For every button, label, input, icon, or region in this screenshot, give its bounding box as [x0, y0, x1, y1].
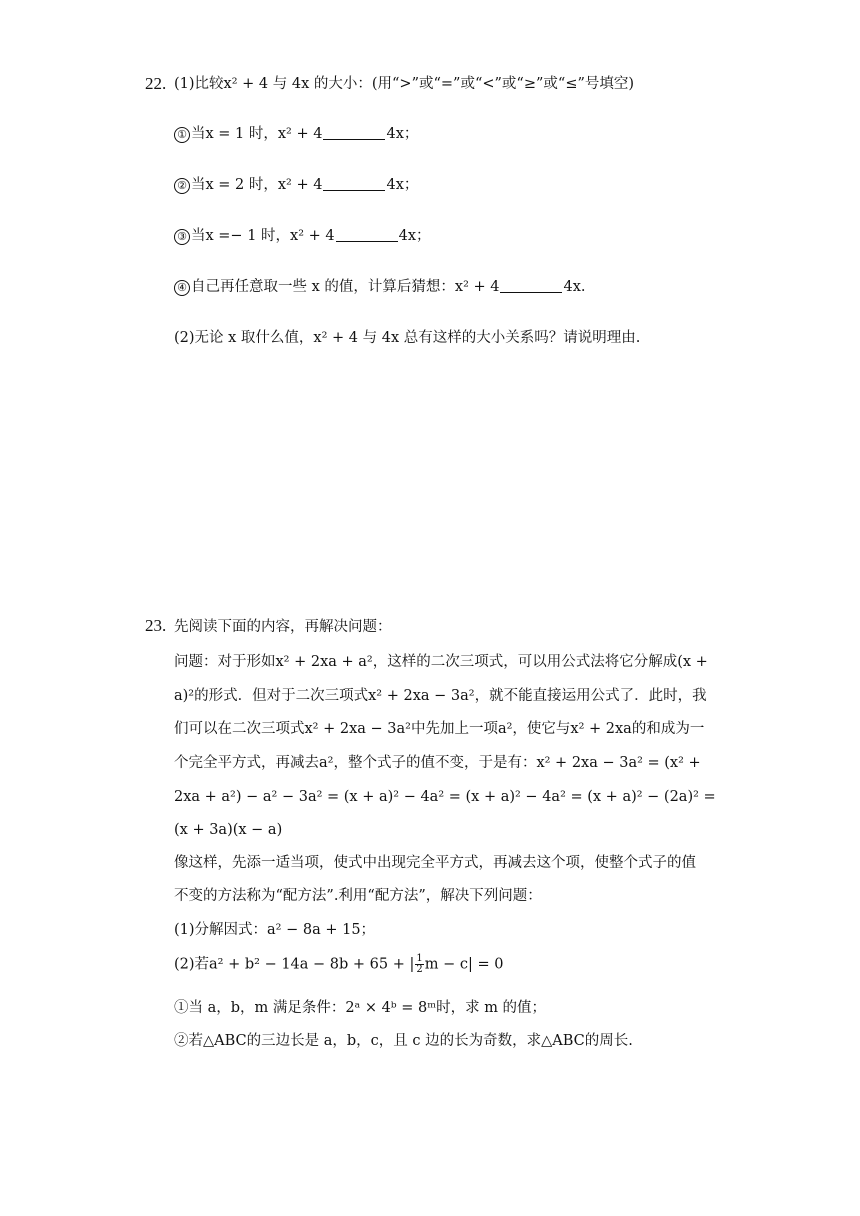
fraction-denominator: 2	[416, 964, 423, 975]
item-2-label: ②	[174, 178, 190, 194]
q23-part-1: (1)分解因式：a² − 8a + 15；	[174, 922, 376, 938]
item-3-tail: 4x；	[398, 228, 431, 244]
q23-sub-1: ①当 a，b，m 满足条件：2ᵃ × 4ᵇ = 8ᵐ时，求 m 的值；	[174, 1000, 547, 1016]
item-3-text: 当x =− 1 时，x² + 4	[191, 228, 335, 244]
q23-part-2	[174, 954, 503, 975]
fraction-one-half	[415, 954, 423, 975]
q23-part-2-tail: m − c| = 0	[424, 956, 504, 973]
item-1-tail: 4x；	[386, 126, 419, 142]
q23-sub-2: ②若△ABC的三边长是 a，b，c，且 c 边的长为奇数，求△ABC的周长.	[174, 1033, 633, 1049]
question-22-number: 22.	[145, 74, 167, 93]
q23-line-7: (x + 3a)(x − a)	[174, 822, 283, 838]
item-4-label: ④	[174, 280, 190, 296]
answer-blank-1[interactable]	[323, 125, 385, 140]
question-22-intro: (1)比较x² + 4 与 4x 的大小：(用“>”或“=”或“<”或“≥”或“≤”号填空)	[174, 76, 635, 92]
item-4-text: 自己再任意取一些 x 的值，计算后猜想：x² + 4	[191, 279, 500, 295]
q23-line-1: 先阅读下面的内容，再解决问题：	[174, 619, 392, 635]
answer-blank-2[interactable]	[323, 176, 385, 191]
q23-line-4: 们可以在二次三项式x² + 2xa − 3a²中先加上一项a²，使它与x² + 2xa的和成为一	[174, 721, 705, 737]
question-22-item-4	[174, 277, 586, 297]
answer-blank-3[interactable]	[336, 227, 398, 242]
item-2-text: 当x = 2 时，x² + 4	[191, 177, 323, 193]
question-22-item-3	[174, 226, 431, 246]
item-1-text: 当x = 1 时，x² + 4	[191, 126, 323, 142]
question-22-item-2	[174, 175, 418, 195]
answer-blank-4[interactable]	[500, 278, 562, 293]
item-1-label: ①	[174, 127, 190, 143]
q23-line-3: a)²的形式．但对于二次三项式x² + 2xa − 3a²，就不能直接运用公式了．此时，我	[174, 688, 707, 704]
question-22-item-1	[174, 124, 418, 144]
item-2-tail: 4x；	[386, 177, 419, 193]
q23-line-8: 像这样，先添一适当项，使式中出现完全平方式，再减去这个项，使整个式子的值	[174, 855, 696, 871]
question-22-part-2: (2)无论 x 取什么值，x² + 4 与 4x 总有这样的大小关系吗？请说明理由.	[174, 330, 641, 346]
q23-line-9: 不变的方法称为“配方法”.利用“配方法”，解决下列问题：	[174, 888, 542, 904]
q23-line-6: 2xa + a²) − a² − 3a² = (x + a)² − 4a² = (x + a)² − 4a² = (x + a)² − (2a)² =	[174, 789, 716, 805]
item-3-label: ③	[174, 229, 190, 245]
question-23-number: 23.	[145, 616, 167, 635]
item-4-tail: 4x.	[563, 279, 586, 295]
q23-line-5: 个完全平方式，再减去a²，整个式子的值不变，于是有：x² + 2xa − 3a² = (x² +	[174, 755, 701, 771]
fraction-numerator: 1	[416, 953, 423, 964]
q23-line-2: 问题：对于形如x² + 2xa + a²，这样的二次三项式，可以用公式法将它分解成(x +	[174, 654, 708, 670]
q23-part-2-text: (2)若a² + b² − 14a − 8b + 65 + |	[174, 956, 415, 973]
